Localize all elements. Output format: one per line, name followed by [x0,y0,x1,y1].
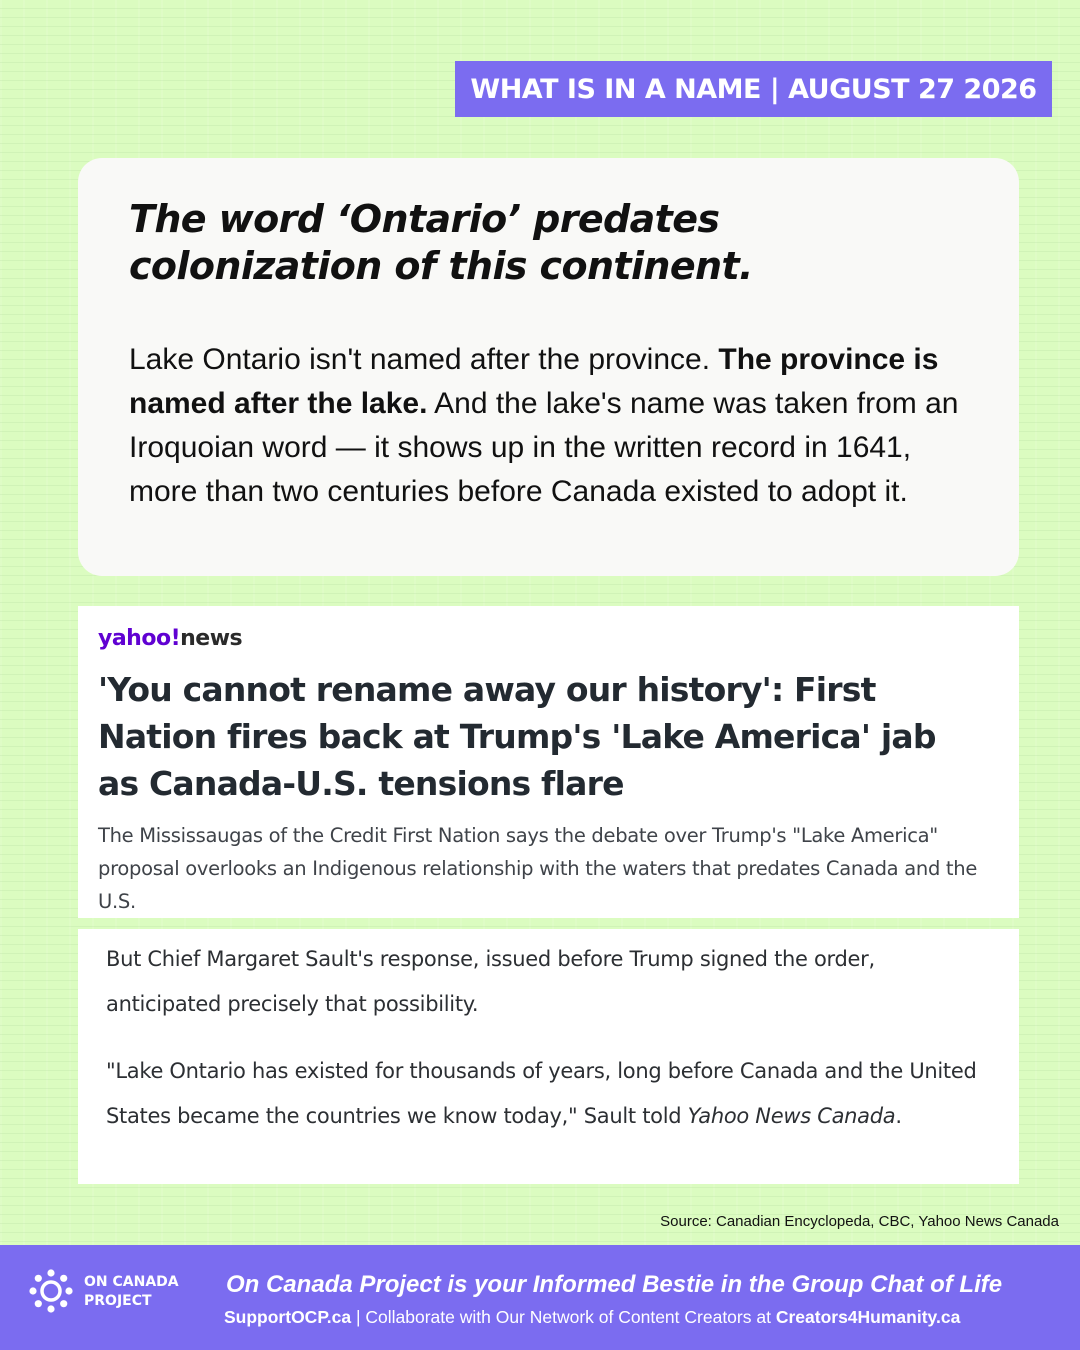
footer-org-line2: PROJECT [84,1293,152,1309]
quote-screenshot [78,929,1019,1184]
quote-end: . [895,1104,902,1128]
header-tag: WHAT IS IN A NAME | AUGUST 27 2026 [455,61,1052,117]
yahoo-logo-brand: yahoo! [98,626,181,651]
intro-body-text: Lake Ontario isn't named after the province. [129,343,719,376]
support-link[interactable]: SupportOCP.ca [224,1307,352,1327]
yahoo-news-logo [98,626,979,654]
creators-link[interactable]: Creators4Humanity.ca [775,1307,961,1327]
sun-burst-icon [27,1267,75,1315]
intro-headline-line1: The word ‘Ontario’ predates [129,197,720,241]
footer-tagline: On Canada Project is your Informed Bestie in the Group Chat of Life [226,1271,1003,1298]
quote-paragraph-2 [106,1049,979,1139]
article-summary: The Mississaugas of the Credit First Nation says the debate over Trump's "Lake America" proposal overlooks an Indigenous relationship with the waters that predates Canada and the U.S. [98,824,978,913]
footer-org-name [84,1273,179,1311]
article-headline: 'You cannot rename away our history': First Nation fires back at Trump's 'Lake America' jab as Canada-U.S. tensions flare [98,670,936,803]
intro-headline [129,196,959,290]
intro-body-text-end: And the lake's name was taken from an Iroquoian word — it shows up in the written record in 1641, more than two centuries before Canada existed to adopt it. [129,387,959,508]
intro-card [78,158,1019,576]
quote-text: "Lake Ontario has existed for thousands of years, long before Canada and the United States became the countries we know today," Sault told [106,1059,977,1128]
intro-body-bold: The province is named after the lake. [129,343,939,420]
footer-separator: | [351,1307,366,1327]
quote-publication: Yahoo News Canada [687,1104,896,1128]
quote-paragraph-1: But Chief Margaret Sault's response, issued before Trump signed the order, anticipated precisely that possibility. [106,947,875,1016]
footer-bar [0,1245,1080,1350]
source-citation: Source: Canadian Encyclopeda, CBC, Yahoo News Canada [660,1213,1059,1230]
footer-org-line1: ON CANADA [84,1274,179,1290]
article-screenshot [78,606,1019,918]
footer-links [224,1307,1064,1328]
yahoo-logo-suffix: news [180,626,243,651]
intro-body [129,338,959,514]
intro-headline-line2: colonization of this continent. [129,244,753,288]
footer-collab-text: Collaborate with Our Network of Content Creators at [365,1307,776,1327]
